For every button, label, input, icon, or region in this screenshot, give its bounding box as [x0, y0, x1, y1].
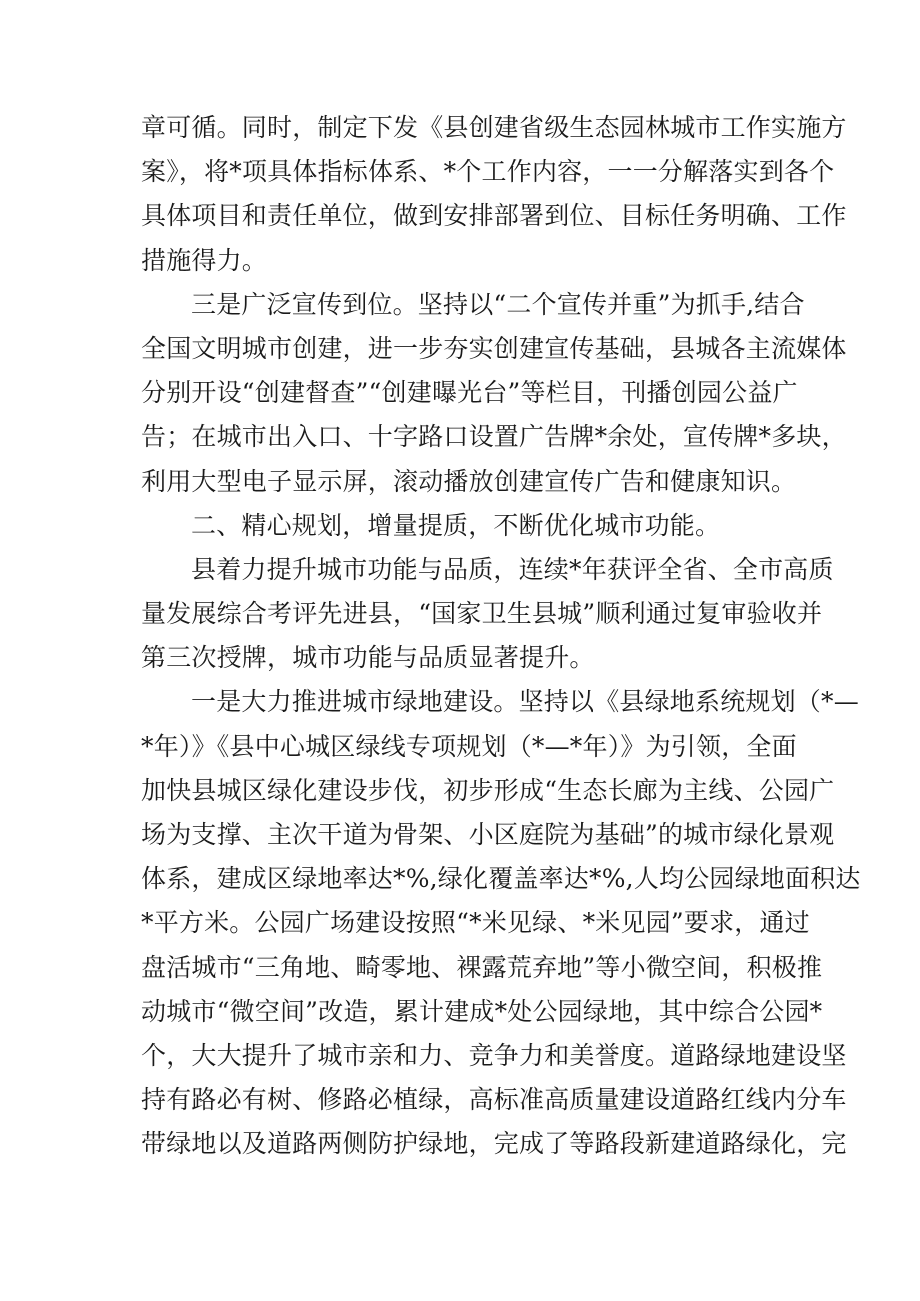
heading-line: 二、精心规划，增量提质，不断优化城市功能。: [191, 510, 721, 540]
text-line: 体系，建成区绿地率达*%,绿化覆盖率达*%,人均公园绿地面积达: [141, 864, 861, 894]
paragraph-1: [141, 106, 847, 283]
paragraph-4: [141, 680, 861, 1166]
text-line: 场为支撑、主次干道为骨架、小区庭院为基础”的城市绿化景观: [141, 820, 835, 849]
text-line: 动城市“微空间”改造，累计建成*处公园绿地，其中综合公园*: [141, 996, 823, 1026]
text-line: 第三次授牌，城市功能与品质显著提升。: [141, 643, 595, 673]
text-line: 个，大大提升了城市亲和力、竞争力和美誉度。道路绿地建设坚: [141, 1040, 847, 1070]
text-line: 告；在城市出入口、十字路口设置广告牌*余处，宣传牌*多块，: [141, 422, 847, 452]
text-line: 利用大型电子显示屏，滚动播放创建宣传广告和健康知识。: [141, 466, 797, 496]
paragraph-2: [141, 283, 847, 504]
text-line: 措施得力。: [141, 245, 268, 275]
text-line: 具体项目和责任单位，做到安排部署到位、目标任务明确、工作: [141, 201, 847, 231]
text-line: 分别开设“创建督查”“创建曝光台”等栏目，刊播创园公益广: [141, 378, 798, 408]
text-line: 盘活城市“三角地、畸零地、裸露荒弃地”等小微空间，积极推: [141, 952, 823, 982]
text-line: 加快县城区绿化建设步伐，初步形成“生态长廊为主线、公园广: [141, 775, 835, 805]
text-line: 章可循。同时，制定下发《县创建省级生态园林城市工作实施方: [141, 113, 847, 142]
text-line: 带绿地以及道路两侧防护绿地，完成了等路段新建道路绿化，完: [141, 1129, 847, 1159]
document-page: [141, 106, 861, 1167]
text-line: 全国文明城市创建，进一步夯实创建宣传基础，县城各主流媒体: [141, 333, 847, 363]
text-line: *平方米。公园广场建设按照“*米见绿、*米见园”要求，通过: [141, 908, 810, 938]
text-line: 一是大力推进城市绿地建设。坚持以《县绿地系统规划（*—: [191, 687, 859, 717]
text-line: 县着力提升城市功能与品质，连续*年获评全省、全市高质: [191, 554, 834, 584]
text-line: *年）》《县中心城区绿线专项规划（*—*年）》为引领，全面: [141, 731, 797, 761]
text-line: 持有路必有树、修路必植绿，高标准高质量建设道路红线内分车: [141, 1085, 847, 1115]
text-line: 三是广泛宣传到位。坚持以“二个宣传并重”为抓手,结合: [191, 289, 805, 319]
paragraph-3: [141, 548, 834, 681]
text-line: 案》，将*项具体指标体系、*个工作内容，一一分解落实到各个: [141, 157, 835, 187]
text-line: 量发展综合考评先进县，“国家卫生县城”顺利通过复审验收并: [141, 599, 823, 629]
section-heading: [141, 504, 781, 548]
